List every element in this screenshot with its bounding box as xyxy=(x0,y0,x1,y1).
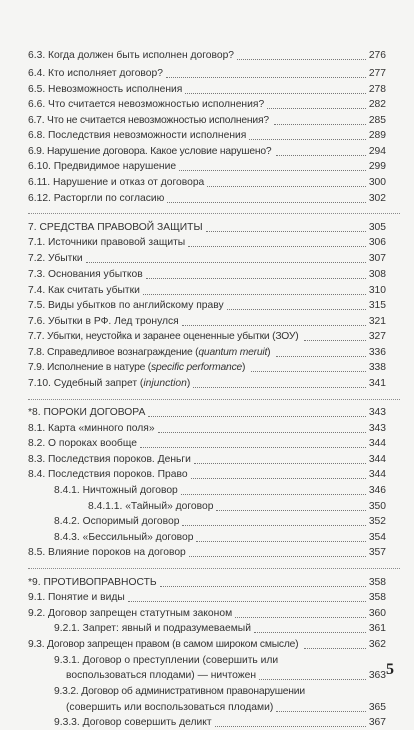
dot-leader xyxy=(166,77,366,78)
dot-leader xyxy=(274,124,366,125)
toc-entry-page: 362 xyxy=(368,639,386,650)
toc-entry-title: 6.12. Расторгли по согласию xyxy=(28,193,165,204)
toc-entry[interactable] xyxy=(0,546,400,560)
dot-leader xyxy=(146,278,366,279)
toc-entry[interactable] xyxy=(0,422,400,436)
toc-entry[interactable] xyxy=(0,145,400,159)
dot-leader xyxy=(188,246,366,247)
toc-entry-page: 336 xyxy=(368,347,386,358)
toc-entry-page: 285 xyxy=(368,115,386,126)
dot-leader xyxy=(143,294,366,295)
toc-entry-page: 302 xyxy=(368,193,386,204)
toc-entry-page: 306 xyxy=(368,237,386,248)
toc-entry[interactable] xyxy=(0,638,400,652)
toc-entry[interactable] xyxy=(0,654,400,668)
toc-entry-title: воспользоваться плодами) — ничтожен xyxy=(66,670,257,681)
toc-entry-page: 350 xyxy=(368,501,386,512)
toc-entry[interactable] xyxy=(0,49,400,63)
toc-entry[interactable] xyxy=(0,129,400,143)
toc-entry-page: 358 xyxy=(368,577,386,588)
dot-leader xyxy=(191,478,366,479)
toc-entry-page: 367 xyxy=(368,717,386,728)
toc-entry-title: 6.3. Когда должен быть исполнен договор? xyxy=(28,50,235,61)
toc-entry-title: 8.4.1.1. «Тайный» договор xyxy=(88,501,214,512)
toc-entry-page: 346 xyxy=(368,485,386,496)
toc-entry-page: 360 xyxy=(368,608,386,619)
toc-entry-title: 9.3.1. Договор о преступлении (совершить или xyxy=(54,655,279,666)
toc-entry[interactable] xyxy=(0,268,400,282)
toc-entry-title: 9.2. Договор запрещен статутным законом xyxy=(28,608,233,619)
toc-entry-page: 315 xyxy=(368,300,386,311)
toc-entry[interactable] xyxy=(0,607,400,621)
toc-entry-page: 300 xyxy=(368,177,386,188)
toc-entry-title: 7.5. Виды убытков по английскому праву xyxy=(28,300,224,311)
section-divider xyxy=(28,399,400,400)
dot-leader xyxy=(160,586,366,587)
toc-entry-title: 7.8. Справедливое вознаграждение (quantum meruit) xyxy=(28,347,271,358)
dot-leader xyxy=(194,463,366,464)
toc-entry-title: 9.3. Договор запрещен правом (в самом широком смысле) xyxy=(28,639,299,650)
dot-leader xyxy=(254,632,366,633)
toc-entry-title: 6.5. Невозможность исполнения xyxy=(28,84,183,95)
dot-leader xyxy=(181,494,366,495)
section-divider xyxy=(28,568,400,569)
toc-entry-title: 8.4.3. «Бессильный» договор xyxy=(54,532,194,543)
toc-entry-page: 278 xyxy=(368,84,386,95)
toc-entry[interactable] xyxy=(0,114,400,128)
toc-entry-page: 276 xyxy=(368,50,386,61)
toc-entry-page: 352 xyxy=(368,516,386,527)
dot-leader xyxy=(189,556,366,557)
toc-entry-page: 344 xyxy=(368,438,386,449)
toc-entry-title: *8. ПОРОКИ ДОГОВОРА xyxy=(28,407,146,418)
dot-leader xyxy=(193,387,365,388)
toc-entry[interactable] xyxy=(0,176,400,190)
toc-entry-title: 9.3.3. Договор совершить деликт xyxy=(54,717,212,728)
toc-entry-title: 9.1. Понятие и виды xyxy=(28,592,125,603)
toc-entry-page: 344 xyxy=(368,469,386,480)
toc-entry-title: 8.5. Влияние пороков на договор xyxy=(28,547,186,558)
toc-entry-title: 7.10. Судебный запрет (injunction) xyxy=(28,378,191,389)
dot-leader xyxy=(158,432,366,433)
toc-entry[interactable] xyxy=(0,669,400,683)
dot-leader xyxy=(304,648,366,649)
toc-entry-title: (совершить или воспользоваться плодами) xyxy=(66,702,274,713)
toc-entry-page: 343 xyxy=(368,407,386,418)
toc-entry-page: 361 xyxy=(368,623,386,634)
dot-leader xyxy=(216,510,365,511)
section-divider xyxy=(28,213,400,214)
toc-entry-page: 305 xyxy=(368,222,386,233)
toc-entry-title: 6.9. Нарушение договора. Какое условие нарушено? xyxy=(28,146,272,157)
dot-leader xyxy=(276,155,365,156)
toc-entry-page: 365 xyxy=(368,702,386,713)
toc-entry[interactable] xyxy=(0,299,400,313)
dot-leader xyxy=(86,262,366,263)
toc-entry-page: 308 xyxy=(368,269,386,280)
toc-entry[interactable] xyxy=(0,701,400,715)
toc-entry[interactable] xyxy=(0,160,400,174)
toc-entry-page: 294 xyxy=(368,146,386,157)
toc-entry-title: 6.4. Кто исполняет договор? xyxy=(28,68,163,79)
toc-entry-page: 357 xyxy=(368,547,386,558)
toc-entry[interactable] xyxy=(0,83,400,97)
toc-entry-title: 7.7. Убытки, неустойка и заранее оцененные убытки (ЗОУ) xyxy=(28,331,299,342)
toc-entry[interactable] xyxy=(0,252,400,266)
dot-leader xyxy=(128,601,366,602)
toc-entry-title: 7. СРЕДСТВА ПРАВОВОЙ ЗАЩИТЫ xyxy=(28,222,203,233)
toc-entry-title: 7.1. Источники правовой защиты xyxy=(28,237,186,248)
toc-entry[interactable] xyxy=(0,453,400,467)
dot-leader xyxy=(259,679,366,680)
toc-entry[interactable] xyxy=(0,346,400,360)
toc-entry[interactable] xyxy=(0,361,400,375)
dot-leader xyxy=(179,170,366,171)
dot-leader xyxy=(215,726,366,727)
toc-entry[interactable] xyxy=(0,192,400,206)
toc-entry[interactable] xyxy=(0,591,400,605)
toc-entry-title: 8.3. Последствия пороков. Деньги xyxy=(28,454,191,465)
toc-entry[interactable] xyxy=(0,406,400,420)
toc-entry-page: 327 xyxy=(368,331,386,342)
toc-entry[interactable] xyxy=(0,716,400,730)
toc-entry-title: 6.6. Что считается невозможностью исполнения? xyxy=(28,99,265,110)
toc-entry-page: 354 xyxy=(368,532,386,543)
toc-entry[interactable] xyxy=(0,377,400,391)
dot-leader xyxy=(235,617,366,618)
toc-entry-title: 8.4.2. Оспоримый договор xyxy=(54,516,180,527)
dot-leader xyxy=(276,711,366,712)
dot-leader xyxy=(167,202,365,203)
dot-leader xyxy=(148,416,365,417)
dot-leader xyxy=(140,447,366,448)
toc-entry-page: 310 xyxy=(368,285,386,296)
toc-entry[interactable] xyxy=(0,468,400,482)
toc-entry-title: 7.6. Убытки в РФ. Лед тронулся xyxy=(28,316,179,327)
toc-entry-title: 7.4. Как считать убытки xyxy=(28,285,140,296)
toc-entry-page: 282 xyxy=(368,99,386,110)
toc-entry-page: 343 xyxy=(368,423,386,434)
dot-leader xyxy=(185,93,365,94)
toc-entry[interactable] xyxy=(0,622,400,636)
dot-leader xyxy=(251,371,366,372)
toc-entry-page: 299 xyxy=(368,161,386,172)
toc-entry-title: 8.4. Последствия пороков. Право xyxy=(28,469,188,480)
toc-entry[interactable] xyxy=(0,67,400,81)
page-number: 5 xyxy=(386,661,394,678)
toc-entry[interactable] xyxy=(0,98,400,112)
dot-leader xyxy=(227,309,366,310)
toc-entry[interactable] xyxy=(0,500,400,514)
toc-entry[interactable] xyxy=(0,531,400,545)
dot-leader xyxy=(196,541,365,542)
dot-leader xyxy=(182,525,365,526)
toc-entry[interactable] xyxy=(0,484,400,498)
toc-entry-title: 7.9. Исполнение в натуре (specific performance) xyxy=(28,362,246,373)
toc-entry[interactable] xyxy=(0,685,400,699)
toc-entry[interactable] xyxy=(0,437,400,451)
toc-entry-title: 7.3. Основания убытков xyxy=(28,269,143,280)
toc-entry-title: 9.3.2. Договор об административном правонарушении xyxy=(54,686,305,697)
toc-entry[interactable] xyxy=(0,515,400,529)
toc-entry-page: 277 xyxy=(368,68,386,79)
toc-entry-page: 321 xyxy=(368,316,386,327)
toc-entry-title: 6.10. Предвидимое нарушение xyxy=(28,161,177,172)
toc-entry[interactable] xyxy=(0,576,400,590)
dot-leader xyxy=(237,59,366,60)
toc-entry[interactable] xyxy=(0,284,400,298)
toc-entry-title: 8.1. Карта «минного поля» xyxy=(28,423,155,434)
dot-leader xyxy=(207,186,366,187)
dot-leader xyxy=(304,340,366,341)
toc-entry-title: 6.8. Последствия невозможности исполнения xyxy=(28,130,247,141)
toc-entry[interactable] xyxy=(0,315,400,329)
toc-entry[interactable] xyxy=(0,236,400,250)
dot-leader xyxy=(206,231,366,232)
toc-entry-page: 338 xyxy=(368,362,386,373)
toc-entry-page: 363 xyxy=(368,670,386,681)
dot-leader xyxy=(276,356,366,357)
toc-entry[interactable] xyxy=(0,330,400,344)
toc-entry-title: 9.2.1. Запрет: явный и подразумеваемый xyxy=(54,623,251,634)
toc-entry-title: 6.11. Нарушение и отказ от договора xyxy=(28,177,205,188)
toc-entry-title: 8.2. О пороках вообще xyxy=(28,438,137,449)
toc-entry-page: 358 xyxy=(368,592,386,603)
toc-entry-page: 341 xyxy=(368,378,386,389)
dot-leader xyxy=(182,325,366,326)
toc-entry-page: 344 xyxy=(368,454,386,465)
toc-entry-title: 8.4.1. Ничтожный договор xyxy=(54,485,178,496)
toc-entry-title: 7.2. Убытки xyxy=(28,253,83,264)
dot-leader xyxy=(267,108,366,109)
toc-entry[interactable] xyxy=(0,221,400,235)
toc-entry-title: *9. ПРОТИВОПРАВНОСТЬ xyxy=(28,577,157,588)
toc-entry-page: 289 xyxy=(368,130,386,141)
dot-leader xyxy=(249,139,365,140)
toc-entry-page: 307 xyxy=(368,253,386,264)
toc-entry-title: 6.7. Что не считается невозможностью исполнения? xyxy=(28,115,269,126)
